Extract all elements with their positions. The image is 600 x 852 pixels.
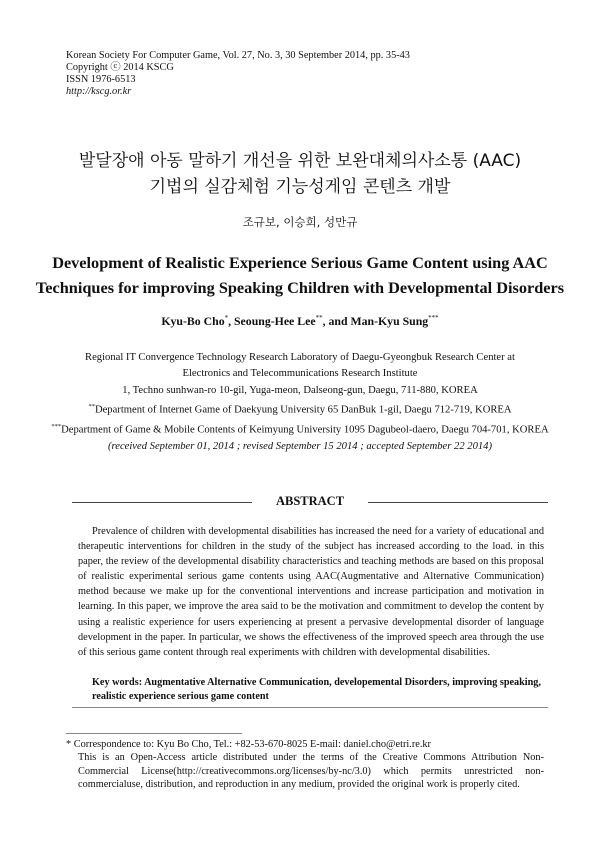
author-2-mark: **	[315, 314, 323, 323]
author-separator: ,	[228, 314, 234, 328]
abstract-rule-right	[368, 502, 548, 503]
keywords-divider	[72, 707, 548, 708]
affiliation-2-text: Department of Internet Game of Daekyung University 65 DanBuk 1-gil, Daegu 712-719, KOREA	[94, 404, 512, 416]
affiliation-3	[0, 419, 600, 439]
license-note: This is an Open-Access article distributed under the terms of the Creative Commons Attribution Non-Commercial License(http://creativecommons.org/licenses/by-nc/3.0) which permits unrestricted non-commercialuse, distribution, and reproduction in any medium, provided the original work is properly cited.	[78, 752, 544, 791]
english-title-line-1: Development of Realistic Experience Serious Game Content using AAC	[52, 253, 548, 272]
affiliation-1-line-2: Electronics and Telecommunications Research Institute	[182, 368, 418, 380]
english-title	[0, 251, 600, 300]
abstract-heading: ABSTRACT	[275, 494, 345, 508]
footnote	[66, 738, 544, 792]
author-3-mark: ***	[428, 314, 439, 323]
affiliations	[0, 350, 600, 456]
correspondence-note: * Correspondence to: Kyu Bo Cho, Tel.: +82-53-670-8025 E-mail: daniel.cho@etri.re.kr	[66, 739, 431, 750]
copyright: Copyright ⓒ 2014 KSCG	[66, 61, 174, 73]
korean-title-line-2: 기법의 실감체험 기능성게임 콘텐츠 개발	[149, 177, 451, 197]
issn: ISSN 1976-6513	[66, 73, 136, 85]
english-authors	[0, 314, 600, 329]
keywords	[92, 676, 544, 704]
keywords-value: Augmentative Alternative Communication, developemental Disorders, improving speaking, realistic experience serious game content	[92, 677, 541, 702]
abstract-text: Prevalence of children with developmental disabilities has increased the need for a variety of educational and therapeutic interventions for children in the study of the subject has increased according to the load. in this paper, the review of the developmental disability characteristics and teaching methods are based on this proposal of realistic experimental serious game contents using AAC(Augmentative and Alternative Communication) method because we make up for the conventional interventions and increase participation and motivation in learning. In this paper, we improve the area said to be the motivation and commitment to develop the content by using a realistic experience for users experiencing at present a pervasive developmental disorder of language development in the paper. In particular, we shows the effectiveness of the improved speech area through the use of this serious game content through real experiments with children with developmental disabilities.	[78, 526, 544, 658]
korean-title	[0, 148, 600, 200]
author-3: Man-Kyu Sung	[350, 314, 429, 328]
journal-url[interactable]: http://kscg.or.kr	[66, 85, 132, 97]
submission-dates: (received September 01, 2014 ; revised September 15 2014 ; accepted September 22 2014)	[108, 441, 492, 453]
author-2: Seoung-Hee Lee	[234, 314, 316, 328]
author-conjunction: , and	[322, 314, 351, 328]
affiliation-1-line-3: 1, Techno sunhwan-ro 10-gil, Yuga-meon, Dalseong-gun, Daegu, 711-880, KOREA	[122, 384, 478, 396]
author-1: Kyu-Bo Cho	[161, 314, 225, 328]
journal-citation: Korean Society For Computer Game, Vol. 27, No. 3, 30 September 2014, pp. 35-43	[66, 50, 410, 61]
footnote-divider	[66, 733, 242, 734]
korean-title-line-1: 발달장애 아동 말하기 개선을 위한 보완대체의사소통 (AAC)	[78, 151, 522, 171]
english-title-line-2: Techniques for improving Speaking Children with Developmental Disorders	[35, 277, 565, 297]
journal-header	[66, 50, 410, 98]
abstract-heading-row	[72, 495, 548, 509]
korean-authors: 조규보, 이승희, 성만규	[242, 215, 358, 229]
keywords-label: Key words:	[92, 677, 145, 688]
affiliation-3-text: Department of Game & Mobile Contents of Keimyung University 1095 Dagubeol-daero, Daegu 704-701, KOREA	[61, 424, 549, 436]
affiliation-1-line-1: Regional IT Convergence Technology Research Laboratory of Daegu-Gyeongbuk Research Center at	[85, 352, 515, 363]
affiliation-2	[0, 399, 600, 419]
author-1-mark: *	[224, 314, 229, 323]
affiliation-3-mark: ***	[51, 423, 62, 431]
affiliation-2-mark: **	[88, 403, 95, 411]
